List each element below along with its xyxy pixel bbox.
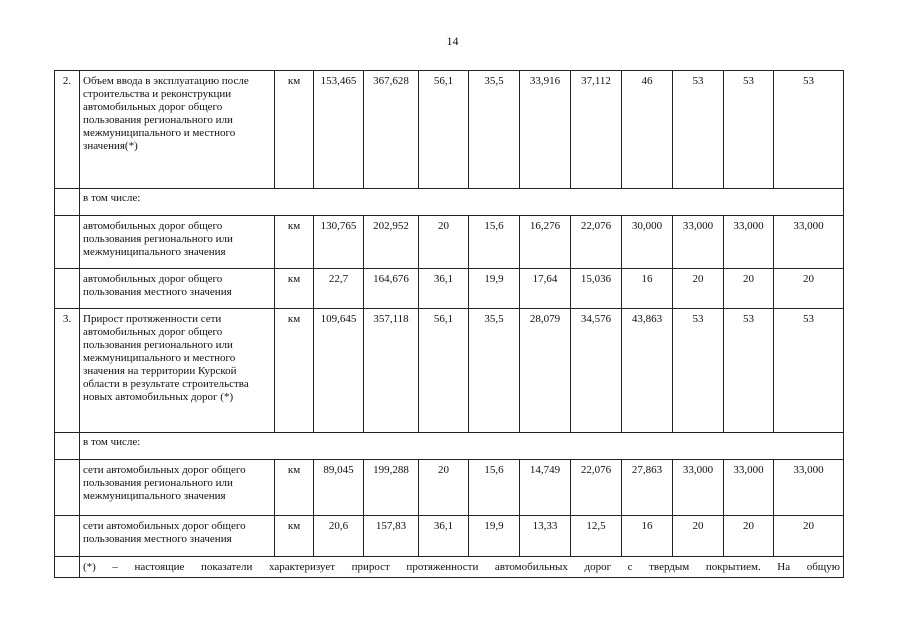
- value-cell: 33,000: [774, 460, 844, 516]
- unit-cell: км: [275, 516, 314, 557]
- unit-cell: км: [275, 460, 314, 516]
- value-cell: 53: [724, 309, 774, 433]
- indicator-name: в том числе:: [80, 433, 844, 460]
- unit-cell: км: [275, 71, 314, 189]
- value-cell: 15,036: [571, 269, 622, 309]
- row-index: 2.: [55, 71, 80, 189]
- table-row: [55, 189, 844, 216]
- table-row: [55, 516, 844, 557]
- value-cell: 36,1: [419, 516, 469, 557]
- value-cell: 20: [724, 516, 774, 557]
- value-cell: 12,5: [571, 516, 622, 557]
- value-cell: 15,6: [469, 460, 520, 516]
- row-index: [55, 269, 80, 309]
- value-cell: 89,045: [314, 460, 364, 516]
- value-cell: 33,000: [724, 460, 774, 516]
- value-cell: 33,000: [774, 216, 844, 269]
- value-cell: 27,863: [622, 460, 673, 516]
- value-cell: 33,000: [724, 216, 774, 269]
- table-row: [55, 71, 844, 189]
- value-cell: 35,5: [469, 71, 520, 189]
- value-cell: 16,276: [520, 216, 571, 269]
- value-cell: 20: [419, 216, 469, 269]
- indicator-name: автомобильных дорог общего пользования местного значения: [80, 269, 275, 309]
- value-cell: 14,749: [520, 460, 571, 516]
- value-cell: 357,118: [364, 309, 419, 433]
- indicator-name: Объем ввода в эксплуатацию после строительства и реконструкции автомобильных дорог общего пользования регионального или межмуниципального и местного значения(*): [80, 71, 275, 189]
- value-cell: 153,465: [314, 71, 364, 189]
- value-cell: 33,000: [673, 216, 724, 269]
- value-cell: 367,628: [364, 71, 419, 189]
- value-cell: 56,1: [419, 71, 469, 189]
- value-cell: 33,000: [673, 460, 724, 516]
- value-cell: 53: [673, 71, 724, 189]
- table-row: [55, 433, 844, 460]
- value-cell: 34,576: [571, 309, 622, 433]
- value-cell: 53: [724, 71, 774, 189]
- value-cell: 19,9: [469, 516, 520, 557]
- footnote-index-cell: [55, 557, 80, 578]
- value-cell: 15,6: [469, 216, 520, 269]
- table-row: [55, 216, 844, 269]
- value-cell: 157,83: [364, 516, 419, 557]
- value-cell: 28,079: [520, 309, 571, 433]
- value-cell: 20: [774, 516, 844, 557]
- value-cell: 202,952: [364, 216, 419, 269]
- value-cell: 35,5: [469, 309, 520, 433]
- indicator-name: автомобильных дорог общего пользования регионального или межмуниципального значения: [80, 216, 275, 269]
- value-cell: 46: [622, 71, 673, 189]
- indicator-name: в том числе:: [80, 189, 844, 216]
- value-cell: 20: [774, 269, 844, 309]
- value-cell: 20,6: [314, 516, 364, 557]
- footnote-row: [55, 557, 844, 578]
- value-cell: 16: [622, 516, 673, 557]
- value-cell: 53: [673, 309, 724, 433]
- row-index: [55, 516, 80, 557]
- indicator-name: сети автомобильных дорог общего пользования регионального или межмуниципального значения: [80, 460, 275, 516]
- value-cell: 37,112: [571, 71, 622, 189]
- value-cell: 53: [774, 71, 844, 189]
- unit-cell: км: [275, 216, 314, 269]
- table-row: [55, 269, 844, 309]
- value-cell: 109,645: [314, 309, 364, 433]
- value-cell: 20: [419, 460, 469, 516]
- value-cell: 20: [673, 516, 724, 557]
- footnote: (*) – настоящие показатели характеризует прирост протяженности автомобильных дорог с твердым покрытием. На общую: [80, 557, 844, 578]
- value-cell: 56,1: [419, 309, 469, 433]
- value-cell: 20: [673, 269, 724, 309]
- value-cell: 30,000: [622, 216, 673, 269]
- value-cell: 22,076: [571, 460, 622, 516]
- value-cell: 164,676: [364, 269, 419, 309]
- table-body: [55, 71, 844, 557]
- value-cell: 33,916: [520, 71, 571, 189]
- row-index: [55, 460, 80, 516]
- value-cell: 16: [622, 269, 673, 309]
- value-cell: 20: [724, 269, 774, 309]
- unit-cell: км: [275, 269, 314, 309]
- row-index: [55, 433, 80, 460]
- table-row: [55, 309, 844, 433]
- value-cell: 199,288: [364, 460, 419, 516]
- value-cell: 43,863: [622, 309, 673, 433]
- table-row: [55, 460, 844, 516]
- value-cell: 130,765: [314, 216, 364, 269]
- unit-cell: км: [275, 309, 314, 433]
- value-cell: 36,1: [419, 269, 469, 309]
- value-cell: 53: [774, 309, 844, 433]
- value-cell: 22,076: [571, 216, 622, 269]
- value-cell: 17,64: [520, 269, 571, 309]
- indicators-table: [54, 70, 844, 578]
- value-cell: 22,7: [314, 269, 364, 309]
- row-index: [55, 189, 80, 216]
- row-index: [55, 216, 80, 269]
- indicator-name: сети автомобильных дорог общего пользования местного значения: [80, 516, 275, 557]
- row-index: 3.: [55, 309, 80, 433]
- indicator-name: Прирост протяженности сети автомобильных дорог общего пользования регионального или межмуниципального и местного значения на территории Курской области в результате строительства новых автомобильных дорог (*): [80, 309, 275, 433]
- value-cell: 13,33: [520, 516, 571, 557]
- page-number: 14: [446, 34, 459, 48]
- value-cell: 19,9: [469, 269, 520, 309]
